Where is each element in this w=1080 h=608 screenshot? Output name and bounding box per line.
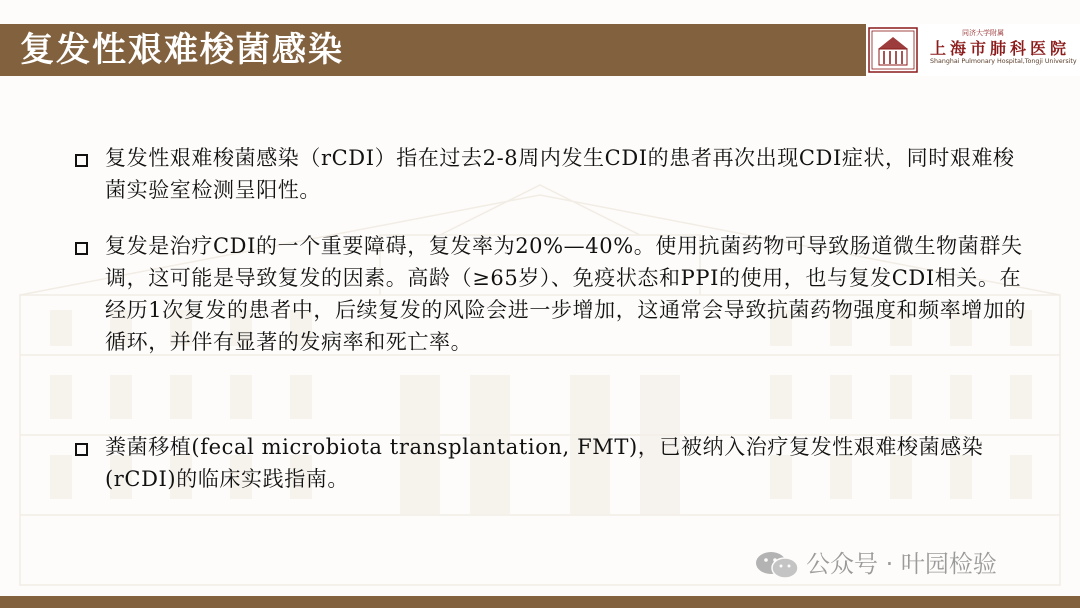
bullet-text: 复发是治疗CDI的一个重要障碍，复发率为20%—40%。使用抗菌药物可导致肠道微生物菌群失调，这可能是导致复发的因素。高龄（≥65岁）、免疫状态和PPI的使用，也与复发CDI相关。在经历1次复发的患者中，后续复发的风险会进一步增加，这通常会导致抗菌药物强度和频率增加的循环，并伴有显著的发病率和死亡率。 — [105, 234, 1027, 354]
wechat-account-label: 公众号 · 叶园检验 — [806, 550, 997, 578]
wechat-icon — [754, 550, 800, 580]
bottom-bar — [0, 596, 1080, 608]
square-bullet-icon — [75, 154, 88, 167]
slide-title: 复发性艰难梭菌感染 — [20, 30, 344, 70]
square-bullet-icon — [75, 443, 88, 456]
logo-hospital-name-en: Shanghai Pulmonary Hospital,Tongji University — [930, 58, 1077, 65]
logo-affiliation: 同济大学附属 — [962, 29, 1004, 37]
square-bullet-icon — [75, 242, 88, 255]
bullet-text: 粪菌移植(fecal microbiota transplantation, FMT)，已被纳入治疗复发性艰难梭菌感染(rCDI)的临床实践指南。 — [105, 435, 984, 491]
logo-hospital-name: 上海市肺科医院 — [930, 39, 1071, 58]
bullet-text: 复发性艰难梭菌感染（rCDI）指在过去2-8周内发生CDI的患者再次出现CDI症状，同时艰难梭菌实验室检测呈阳性。 — [105, 146, 1015, 202]
hospital-logo — [866, 24, 1080, 76]
hospital-emblem-icon — [868, 27, 918, 73]
